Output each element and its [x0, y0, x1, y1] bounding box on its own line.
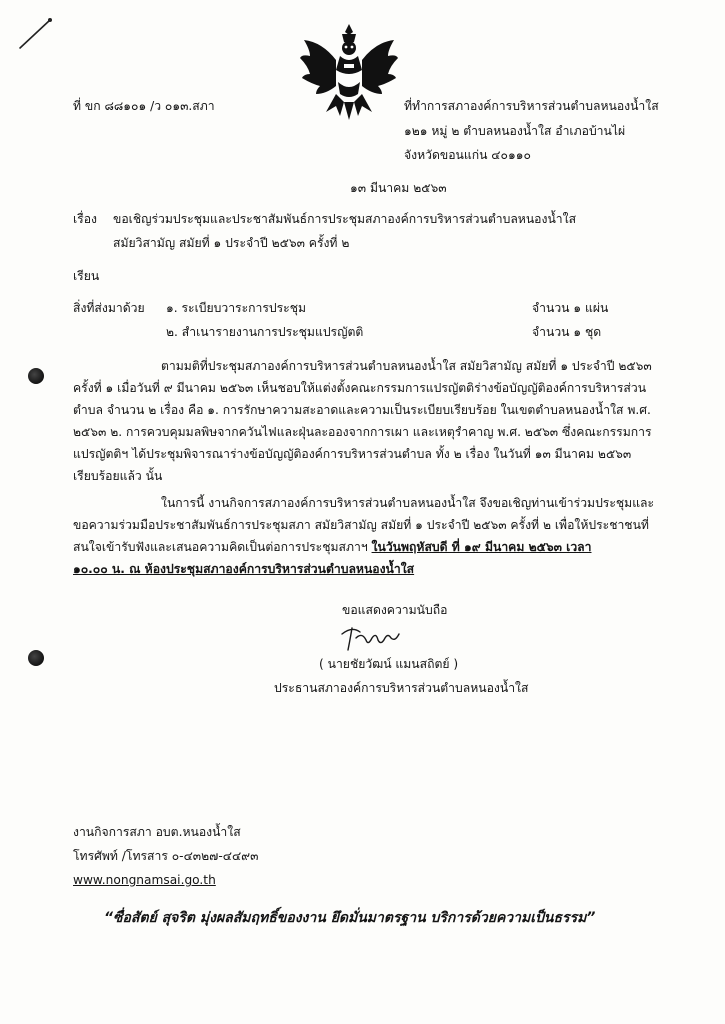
enclosure-qty-1: จำนวน ๑ แผ่น [532, 301, 609, 315]
meeting-location-emphasis: ๑๐.๐๐ น. ณ ห้องประชุมสภาองค์การบริหารส่วนตำบลหนองน้ำใส [73, 562, 415, 576]
enclosure-item-2: ๒. สำเนารายงานการประชุมแปรญัตติ [166, 325, 364, 339]
body-paragraph-2 [73, 492, 655, 580]
meeting-datetime-emphasis: ในวันพฤหัสบดี ที่ ๑๙ มีนาคม ๒๕๖๓ เวลา [371, 540, 592, 554]
para1-line: ตำบล จำนวน ๒ เรื่อง คือ ๑. การรักษาความสะอาดและความเป็นระเบียบเรียบร้อย ในเขตตำบลหนองน้ำใส พ.ศ. [73, 403, 651, 417]
pen-mark [16, 14, 56, 52]
organization-motto: “ซื่อสัตย์ สุจริต มุ่งผลสัมฤทธิ์ของงาน ยึดมั่นมาตรฐาน บริการด้วยความเป็นธรรม” [104, 910, 596, 926]
punch-hole-top [28, 368, 44, 384]
footer-department: งานกิจการสภา อบต.หนองน้ำใส [73, 825, 241, 839]
enclosure-item-1: ๑. ระเบียบวาระการประชุม [166, 301, 307, 315]
subject-label: เรื่อง [73, 212, 97, 226]
para2-line [73, 536, 655, 558]
para1-line: แปรญัตติฯ ได้ประชุมพิจารณาร่างข้อบัญญัติองค์การบริหารส่วนตำบล ทั้ง ๒ เรื่อง ในวันที่ ๑๓ มีนาคม ๒๕๖๓ [73, 447, 632, 461]
handwritten-signature [338, 624, 408, 654]
para1-line: เรียบร้อยแล้ว นั้น [73, 469, 163, 483]
footer-website-link[interactable]: www.nongnamsai.go.th [73, 873, 216, 887]
para1-line: ๒๕๖๓ ๒. การควบคุมมลพิษจากควันไฟและฝุ่นละอองจากการเผา และเหตุรำคาญ พ.ศ. ๒๕๖๓ ซึ่งคณะกรรมการ [73, 425, 652, 439]
signer-title: ประธานสภาองค์การบริหารส่วนตำบลหนองน้ำใส [274, 681, 529, 695]
letter-date: ๑๓ มีนาคม ๒๕๖๓ [350, 181, 447, 195]
footer-phone: โทรศัพท์ /โทรสาร ๐-๔๓๒๗-๔๔๙๓ [73, 849, 259, 863]
punch-hole-bottom [28, 650, 44, 666]
garuda-emblem-icon [300, 22, 398, 122]
salutation-label: เรียน [73, 269, 100, 283]
office-address-line2: ๑๒๑ หมู่ ๒ ตำบลหนองน้ำใส อำเภอบ้านไผ่ [404, 124, 626, 138]
para1-line: ตามมติที่ประชุมสภาองค์การบริหารส่วนตำบลหนองน้ำใส สมัยวิสามัญ สมัยที่ ๑ ประจำปี ๒๕๖๓ [161, 359, 652, 373]
reference-number: ที่ ขก ๘๘๑๐๑ /ว ๐๑๓.สภา [73, 99, 215, 113]
subject-line2: สมัยวิสามัญ สมัยที่ ๑ ประจำปี ๒๕๖๓ ครั้งที่ ๒ [113, 236, 350, 250]
office-address-line1: ที่ทำการสภาองค์การบริหารส่วนตำบลหนองน้ำใส [404, 99, 659, 113]
signer-name: ( นายชัยวัฒน์ แมนสถิตย์ ) [319, 657, 459, 671]
para2-line: ขอความร่วมมือประชาสัมพันธ์การประชุมสภา สมัยวิสามัญ สมัยที่ ๑ ประจำปี ๒๕๖๓ ครั้งที่ ๒ เพื่อให้ประชาชนที่ [73, 518, 649, 532]
para2-line-text: สนใจเข้ารับฟังและเสนอความคิดเป็นต่อการประชุมสภาฯ [73, 540, 368, 554]
enclosures-label: สิ่งที่ส่งมาด้วย [73, 301, 145, 315]
para2-line: ในการนี้ งานกิจการสภาองค์การบริหารส่วนตำบลหนองน้ำใส จึงขอเชิญท่านเข้าร่วมประชุมและ [161, 496, 655, 510]
closing-phrase: ขอแสดงความนับถือ [342, 603, 448, 617]
body-paragraph-1 [73, 355, 655, 487]
para1-line: ครั้งที่ ๑ เมื่อวันที่ ๙ มีนาคม ๒๕๖๓ เห็นชอบให้แต่งตั้งคณะกรรมการแปรญัตติร่างข้อบัญญัติองค์การบริหารส่วน [73, 381, 647, 395]
office-address-line3: จังหวัดขอนแก่น ๔๐๑๑๐ [404, 148, 531, 162]
enclosure-qty-2: จำนวน ๑ ชุด [532, 325, 602, 339]
subject-line1: ขอเชิญร่วมประชุมและประชาสัมพันธ์การประชุมสภาองค์การบริหารส่วนตำบลหนองน้ำใส [113, 212, 577, 226]
